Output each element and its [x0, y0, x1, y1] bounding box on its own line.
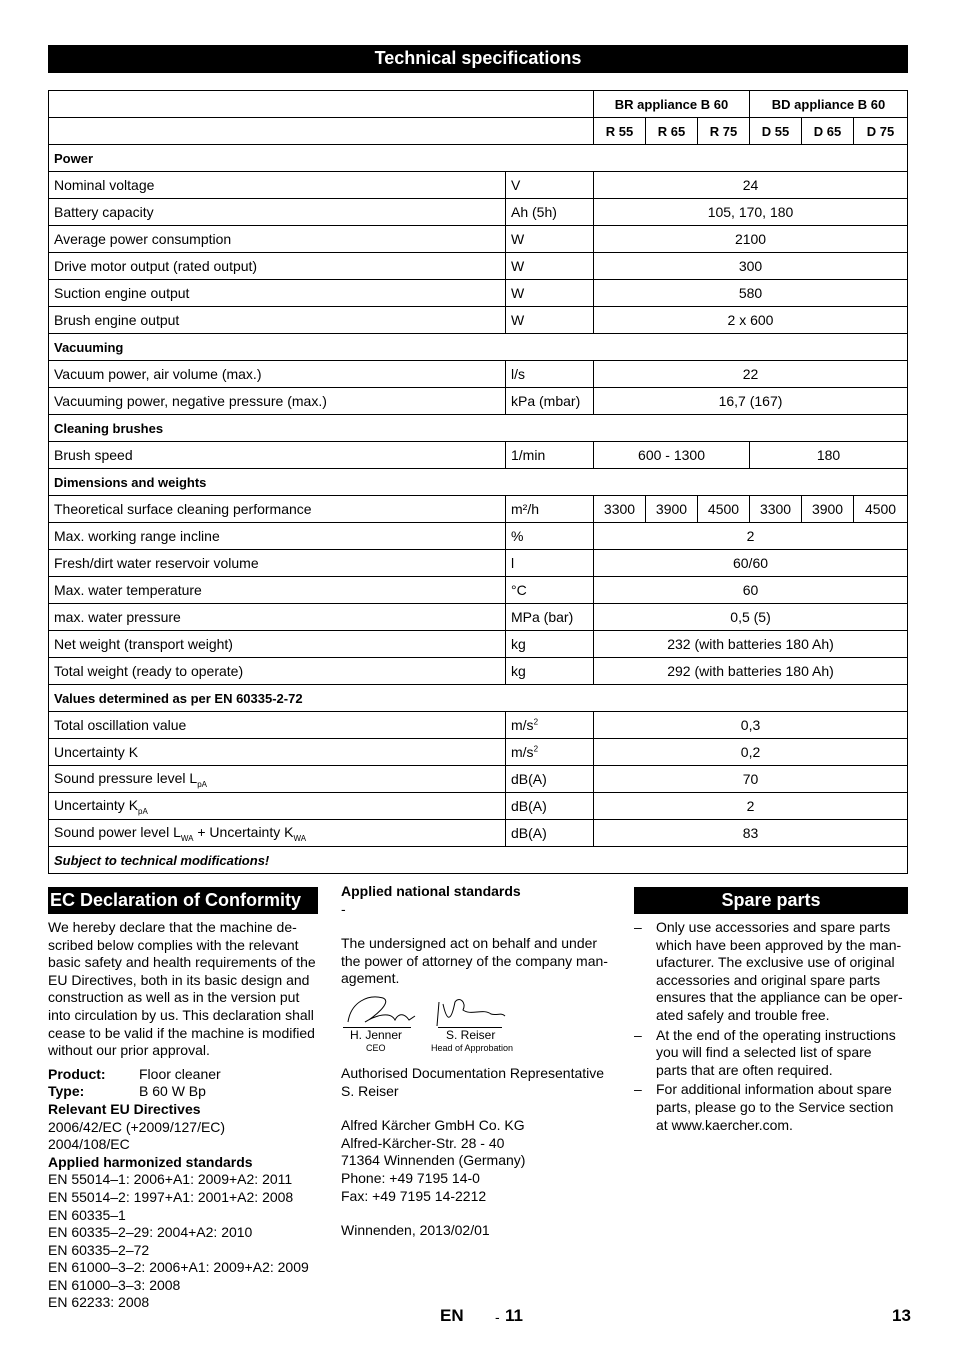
table-row: [49, 550, 908, 577]
footer-language: EN: [440, 1306, 464, 1325]
row-unit: W: [506, 253, 594, 280]
row-unit: V: [506, 172, 594, 199]
standard-item: EN 61000–3–2: 2006+A1: 2009+A2: 2009: [48, 1259, 309, 1276]
row-value: 3300: [750, 496, 802, 523]
row-label: Uncertainty K: [49, 739, 506, 766]
row-unit: W: [506, 307, 594, 334]
standard-item: EN 55014–1: 2006+A1: 2009+A2: 2011: [48, 1171, 293, 1188]
table-row: [49, 172, 908, 199]
row-label: Battery capacity: [49, 199, 506, 226]
model-header: D 65: [802, 118, 854, 145]
table-model-row: [49, 118, 908, 145]
table-row: [49, 361, 908, 388]
row-value-bd: 180: [750, 442, 908, 469]
signer-name-jenner: H. Jenner: [350, 1028, 403, 1042]
standard-item: EN 60335–1: [48, 1206, 126, 1223]
table-row: [49, 604, 908, 631]
row-unit: l/s: [506, 361, 594, 388]
row-label: Sound pressure level $L_{pA}$: [49, 766, 506, 793]
row-label: Vacuuming power, negative pressure (max.): [49, 388, 506, 415]
row-value: 16,7 (167): [594, 388, 908, 415]
row-value: 3300: [594, 496, 646, 523]
model-header: D 75: [854, 118, 908, 145]
row-unit: m²/h: [506, 496, 594, 523]
row-unit: W: [506, 280, 594, 307]
row-unit: dB(A): [506, 766, 594, 793]
row-unit: dB(A): [506, 820, 594, 847]
table-row: [49, 496, 908, 523]
table-row: [49, 307, 908, 334]
standard-item: EN 60335–2–72: [48, 1241, 150, 1258]
type-line: Type: B 60 W Bp: [48, 1083, 206, 1100]
row-unit: $m/s^2$: [506, 739, 594, 766]
column-group-bd: BD appliance B 60: [750, 91, 908, 118]
directive-item: 2004/108/EC: [48, 1136, 130, 1153]
table-row: [49, 388, 908, 415]
section-header-dimensions: Dimensions and weights: [49, 469, 908, 496]
section-header-brushes: Cleaning brushes: [49, 415, 908, 442]
table-row: [49, 631, 908, 658]
row-label: Brush speed: [49, 442, 506, 469]
row-unit: kPa (mbar): [506, 388, 594, 415]
standard-item: EN 55014–2: 1997+A1: 2001+A2: 2008: [48, 1188, 294, 1205]
spec-table: [48, 90, 908, 874]
signature-jenner: [348, 997, 415, 1022]
row-label: max. water pressure: [49, 604, 506, 631]
row-value: 3900: [646, 496, 698, 523]
row-unit: MPa (bar): [506, 604, 594, 631]
row-unit: %: [506, 523, 594, 550]
row-value: 4500: [854, 496, 908, 523]
row-unit: °C: [506, 577, 594, 604]
national-standards-block: [341, 883, 621, 988]
section-title-ec-declaration: EC Declaration of Conformity: [48, 887, 318, 914]
row-label: Uncertainty $K_{pA}$: [49, 793, 506, 820]
row-label: Fresh/dirt water reservoir volume: [49, 550, 506, 577]
row-value: 105, 170, 180: [594, 199, 908, 226]
row-value-br: 600 - 1300: [594, 442, 750, 469]
signatures-graphic: [343, 992, 523, 1032]
standard-item: EN 60335–2–29: 2004+A2: 2010: [48, 1224, 253, 1241]
row-label: Suction engine output: [49, 280, 506, 307]
row-label: Brush engine output: [49, 307, 506, 334]
product-line: Product: Floor cleaner: [48, 1065, 221, 1082]
rep-name: S. Reiser: [341, 1082, 399, 1099]
model-header: R 75: [698, 118, 750, 145]
ec-intro: We hereby declare that the machine de- scribed below complies with the relevant basic safety and health requirements of the EU Directives, both in its basic design and construction as well as in the version put into circulation by us. This declaration shall cease to be valid if the machine is modified without our prior approval.: [48, 919, 316, 1059]
table-footnote: Subject to technical modifications!: [49, 847, 908, 874]
row-value: 2 x 600: [594, 307, 908, 334]
company-address: Alfred Kärcher GmbH Co. KG Alfred-Kärcher-Str. 28 - 40 71364 Winnenden (Germany) Phone: +49 7195 14-0 Fax: +49 7195 14-2212: [341, 1117, 526, 1204]
directives-heading: Relevant EU Directives: [48, 1100, 201, 1117]
row-value: 24: [594, 172, 908, 199]
list-item: – For additional information about spare parts, please go to the Service section at www.kaercher.com.: [634, 1081, 894, 1133]
row-unit: Ah (5h): [506, 199, 594, 226]
harmonized-heading: Applied harmonized standards: [48, 1153, 253, 1170]
table-row: [49, 199, 908, 226]
row-value: 2: [594, 793, 908, 820]
row-label: Max. water temperature: [49, 577, 506, 604]
row-unit: l: [506, 550, 594, 577]
place-date: Winnenden, 2013/02/01: [341, 1222, 490, 1239]
row-label: Average power consumption: [49, 226, 506, 253]
row-unit: kg: [506, 631, 594, 658]
row-unit: W: [506, 226, 594, 253]
section-title-spare-parts: Spare parts: [634, 887, 908, 914]
ec-declaration-body: [48, 919, 323, 1312]
table-row: [49, 253, 908, 280]
signer-name-reiser: S. Reiser: [446, 1028, 496, 1042]
section-title-technical-specifications: Technical specifications: [48, 45, 908, 73]
row-value: 2: [594, 523, 908, 550]
table-row: [49, 820, 908, 847]
row-label: Vacuum power, air volume (max.): [49, 361, 506, 388]
row-label: Theoretical surface cleaning performance: [49, 496, 506, 523]
table-row: [49, 226, 908, 253]
table-row: [49, 658, 908, 685]
row-value: 0,3: [594, 712, 908, 739]
row-value: 0,5 (5): [594, 604, 908, 631]
row-label: Net weight (transport weight): [49, 631, 506, 658]
list-item: – Only use accessories and spare parts which have been approved by the man- ufacturer. The exclusive use of original accessories and original spare parts ensures that the appliance can be oper- ated safely and trouble free.: [634, 919, 903, 1023]
row-value: 70: [594, 766, 908, 793]
table-row: [49, 280, 908, 307]
national-heading: Applied national standards: [341, 883, 521, 899]
signer-role-approbation: Head of Approbation: [431, 1043, 514, 1053]
row-value: 3900: [802, 496, 854, 523]
row-value: 22: [594, 361, 908, 388]
table-row: [49, 577, 908, 604]
row-unit: kg: [506, 658, 594, 685]
model-header: D 55: [750, 118, 802, 145]
table-header-row: [49, 91, 908, 118]
table-row: [49, 712, 908, 739]
row-label: Total oscillation value: [49, 712, 506, 739]
row-value: 292 (with batteries 180 Ah): [594, 658, 908, 685]
column-group-br: BR appliance B 60: [594, 91, 750, 118]
row-value: 232 (with batteries 180 Ah): [594, 631, 908, 658]
row-value: 0,2: [594, 739, 908, 766]
row-value: 300: [594, 253, 908, 280]
spare-parts-list: [634, 919, 914, 1134]
table-row: [49, 766, 908, 793]
table-row: [49, 523, 908, 550]
spare-parts-body: [634, 919, 914, 1136]
undersigned-text: The undersigned act on behalf and under the power of attorney of the company man- agement.: [341, 935, 608, 987]
table-row: [49, 442, 908, 469]
section-header-values: Values determined as per EN 60335-2-72: [49, 685, 908, 712]
section-header-power: Power: [49, 145, 908, 172]
row-value: 60: [594, 577, 908, 604]
footer-page-number: 11: [505, 1306, 523, 1325]
footer-dash: -: [495, 1309, 500, 1325]
row-unit: $m/s^2$: [506, 712, 594, 739]
model-header: R 55: [594, 118, 646, 145]
row-label: Total weight (ready to operate): [49, 658, 506, 685]
table-row: [49, 793, 908, 820]
row-value: 580: [594, 280, 908, 307]
row-value: 60/60: [594, 550, 908, 577]
row-value: 83: [594, 820, 908, 847]
row-label: Sound power level $L_{WA}$ + Uncertainty $K_{WA}$: [49, 820, 506, 847]
footer-page-total: 13: [892, 1306, 911, 1325]
rep-title: Authorised Documentation Representative: [341, 1065, 605, 1081]
list-item: – At the end of the operating instructions you will find a selected list of spare parts that are often required.: [634, 1026, 896, 1078]
row-label: Drive motor output (rated output): [49, 253, 506, 280]
national-value: -: [341, 900, 346, 917]
section-header-vacuuming: Vacuuming: [49, 334, 908, 361]
row-label: Max. working range incline: [49, 523, 506, 550]
directive-item: 2006/42/EC (+2009/127/EC): [48, 1118, 226, 1135]
signature-reiser: [437, 1000, 505, 1026]
row-value: 4500: [698, 496, 750, 523]
row-value: 2100: [594, 226, 908, 253]
row-unit: dB(A): [506, 793, 594, 820]
table-row: [49, 739, 908, 766]
model-header: R 65: [646, 118, 698, 145]
standard-item: EN 62233: 2008: [48, 1294, 150, 1311]
representative-block: [341, 1065, 621, 1240]
signer-role-ceo: CEO: [366, 1043, 386, 1053]
standard-item: EN 61000–3–3: 2008: [48, 1276, 181, 1293]
row-unit: 1/min: [506, 442, 594, 469]
row-label: Nominal voltage: [49, 172, 506, 199]
